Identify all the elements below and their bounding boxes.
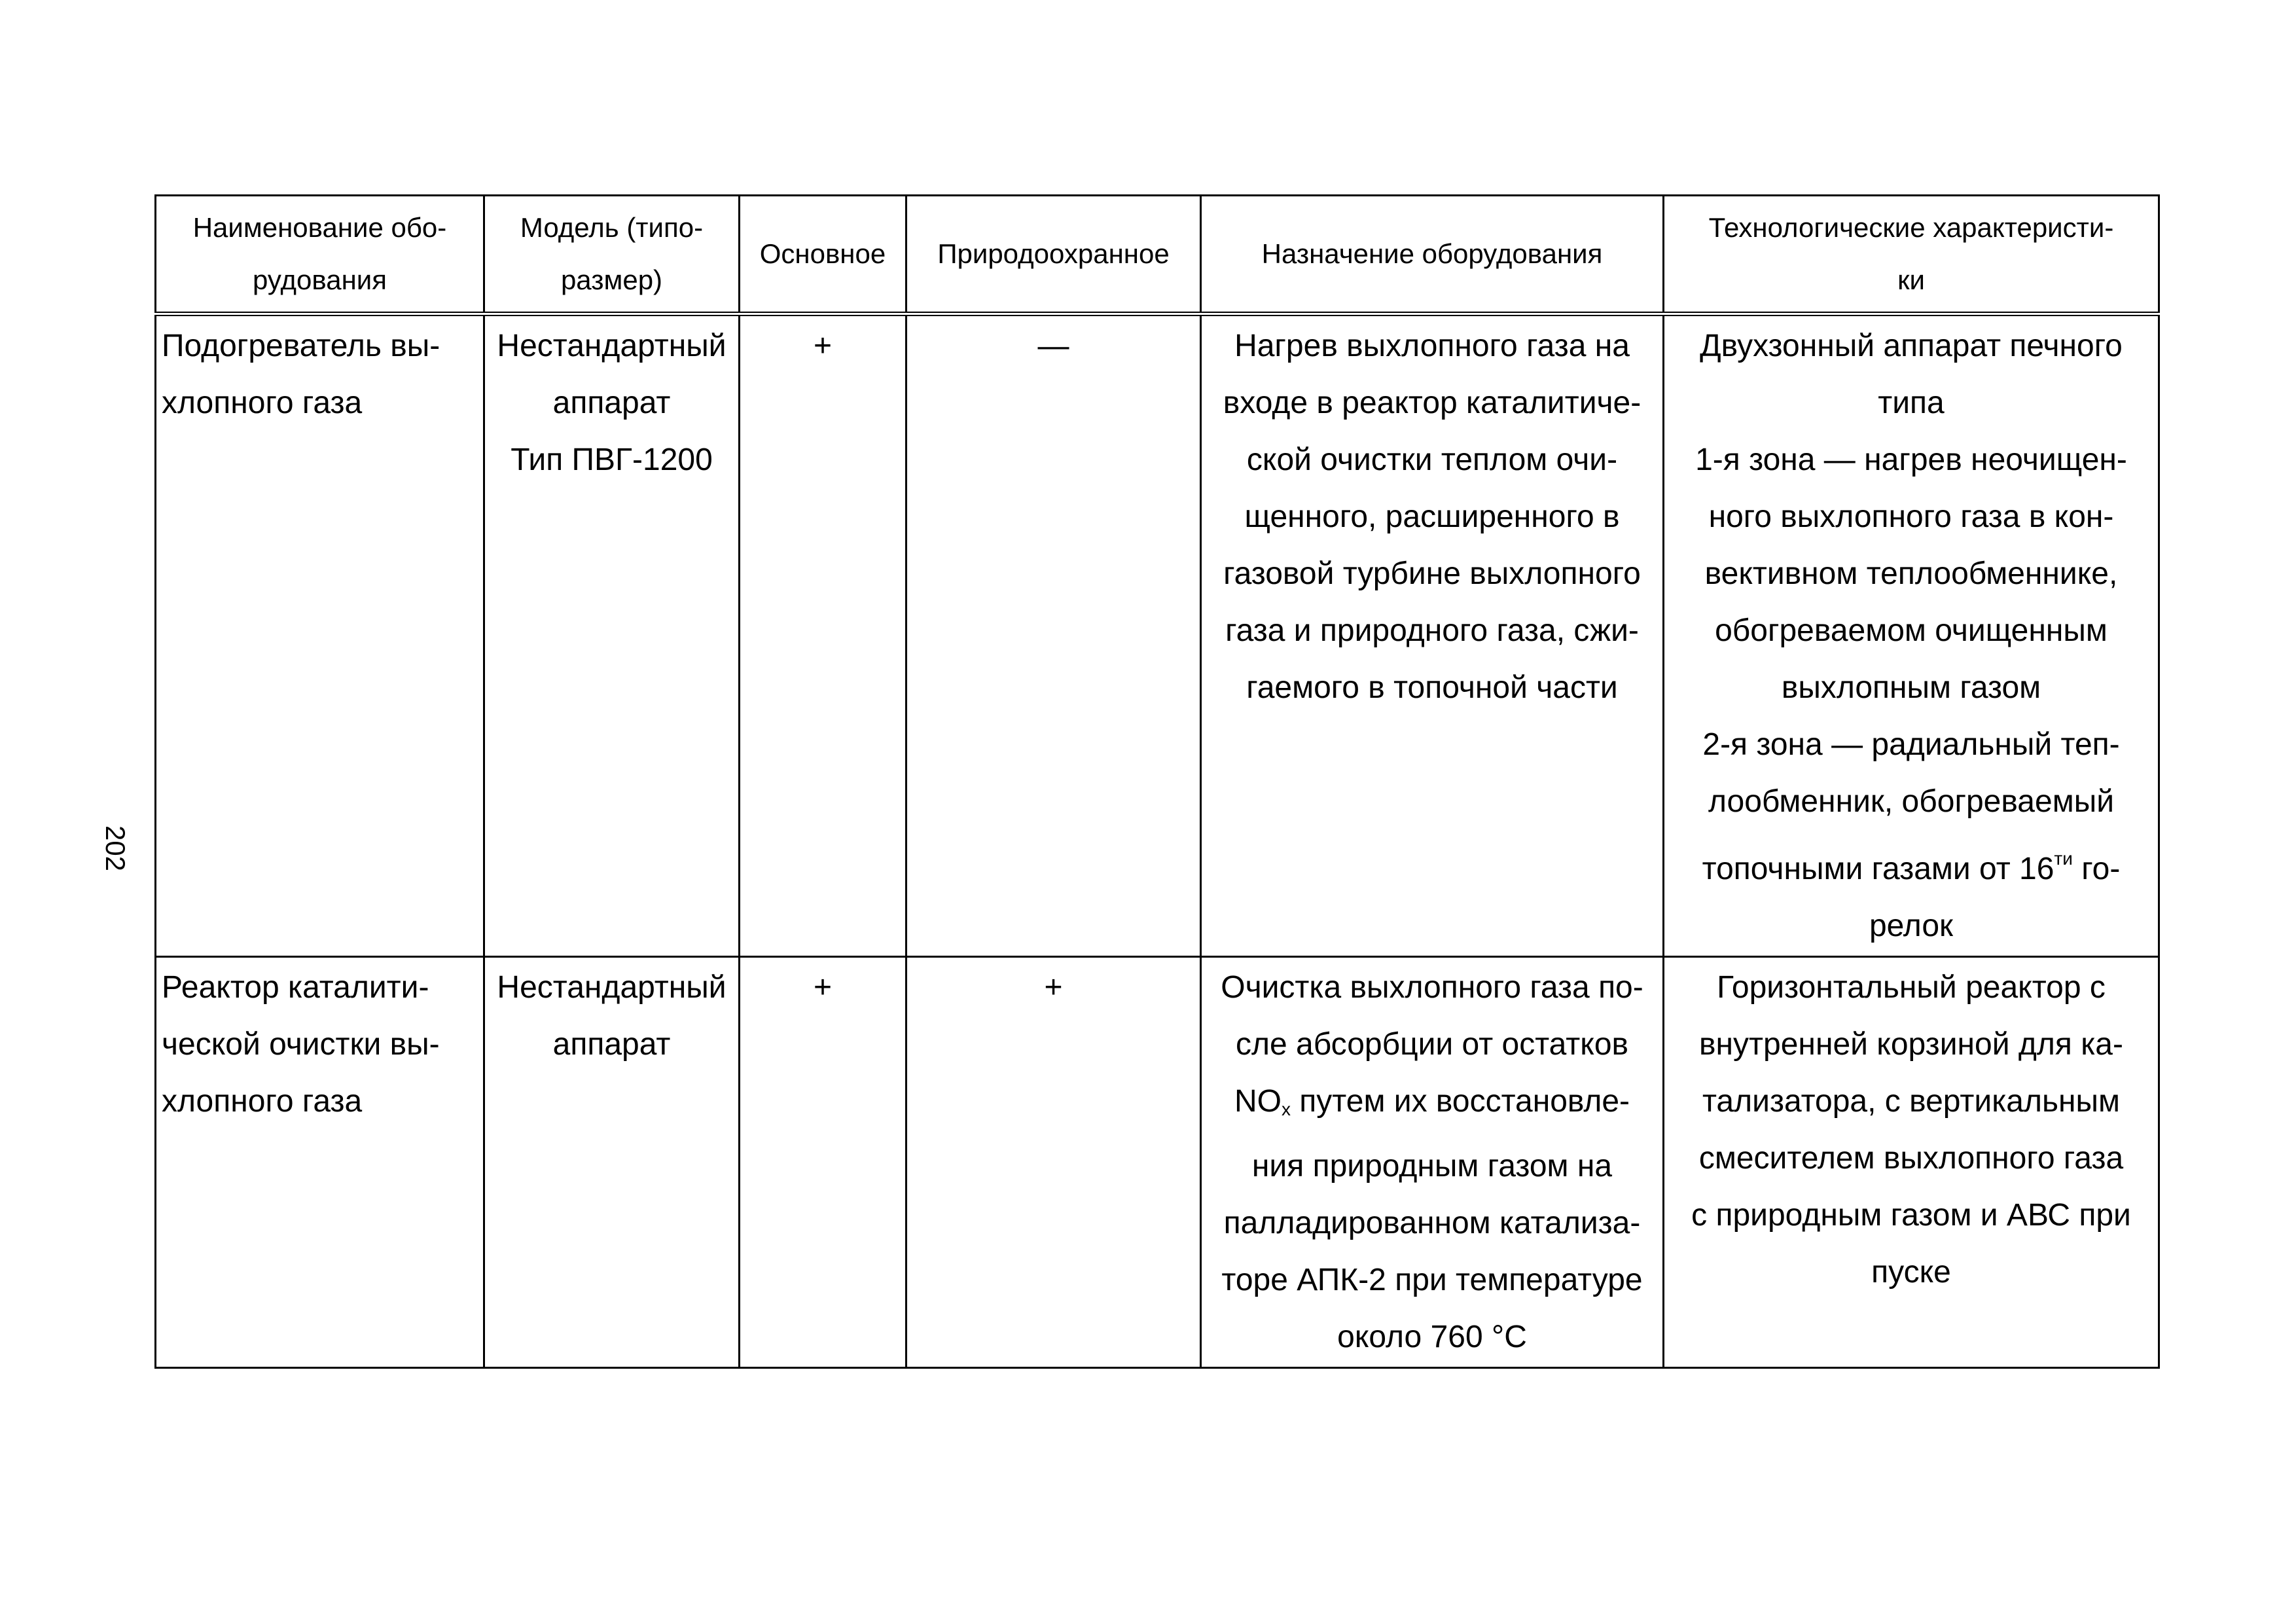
superscript: ти: [2054, 848, 2073, 869]
header-row: [156, 196, 2159, 314]
equipment-table: [154, 194, 2160, 1369]
header-equipment-name: Наименование обо- рудования: [156, 196, 484, 314]
subscript: x: [1281, 1099, 1291, 1119]
cell-equipment-name: Подогреватель вы- хлопного газа: [156, 314, 484, 957]
header-environmental: Природоохранное: [906, 196, 1201, 314]
cell-specs: Горизонтальный реактор с внутренней корзиной для ка- тализатора, с вертикальным смесителем выхлопного газа с природным газом и АВС при пуске: [1664, 957, 2159, 1368]
header-purpose: Назначение оборудования: [1201, 196, 1664, 314]
purpose-nox-line: $NO_x$ путем их восстановле-: [1234, 1084, 1630, 1119]
cell-purpose: Нагрев выхлопного газа на входе в реактор каталитиче- ской очистки теплом очи- щенного, расширенного в газовой турбине выхлопного газа и природного газа, сжи- гаемого в топочной части: [1201, 314, 1664, 957]
cell-main: +: [740, 314, 906, 957]
cell-equipment-name: Реактор каталити- ческой очистки вы- хлопного газа: [156, 957, 484, 1368]
cell-environmental: +: [906, 957, 1201, 1368]
cell-purpose: Очистка выхлопного газа по- сле абсорбции от остатков $NO_x$ путем их восстановле- ния природным газом на палладированном катализа- торе АПК-2 при температуре около 760 °С: [1201, 957, 1664, 1368]
cell-environmental: —: [906, 314, 1201, 957]
cell-model: Нестандартный аппарат Тип ПВГ-1200: [484, 314, 740, 957]
cell-specs: Двухзонный аппарат печного типа 1-я зона — нагрев неочищен- ного выхлопного газа в кон- вективном теплообменнике, обогреваемом очищенным выхлопным газом 2-я зона — радиальный теп- лообменник, обогреваемый топочными газами от $16^{ти}$ го- релок: [1664, 314, 2159, 957]
header-model: Модель (типо- размер): [484, 196, 740, 314]
page-number: 202: [100, 825, 131, 872]
cell-model: Нестандартный аппарат: [484, 957, 740, 1368]
specs-burners-line: топочными газами от $16^{ти}$ го-: [1702, 848, 2121, 886]
header-specs: Технологические характеристи- ки: [1664, 196, 2159, 314]
table-row: [156, 957, 2159, 1368]
header-main: Основное: [740, 196, 906, 314]
cell-main: +: [740, 957, 906, 1368]
table-row: [156, 314, 2159, 957]
